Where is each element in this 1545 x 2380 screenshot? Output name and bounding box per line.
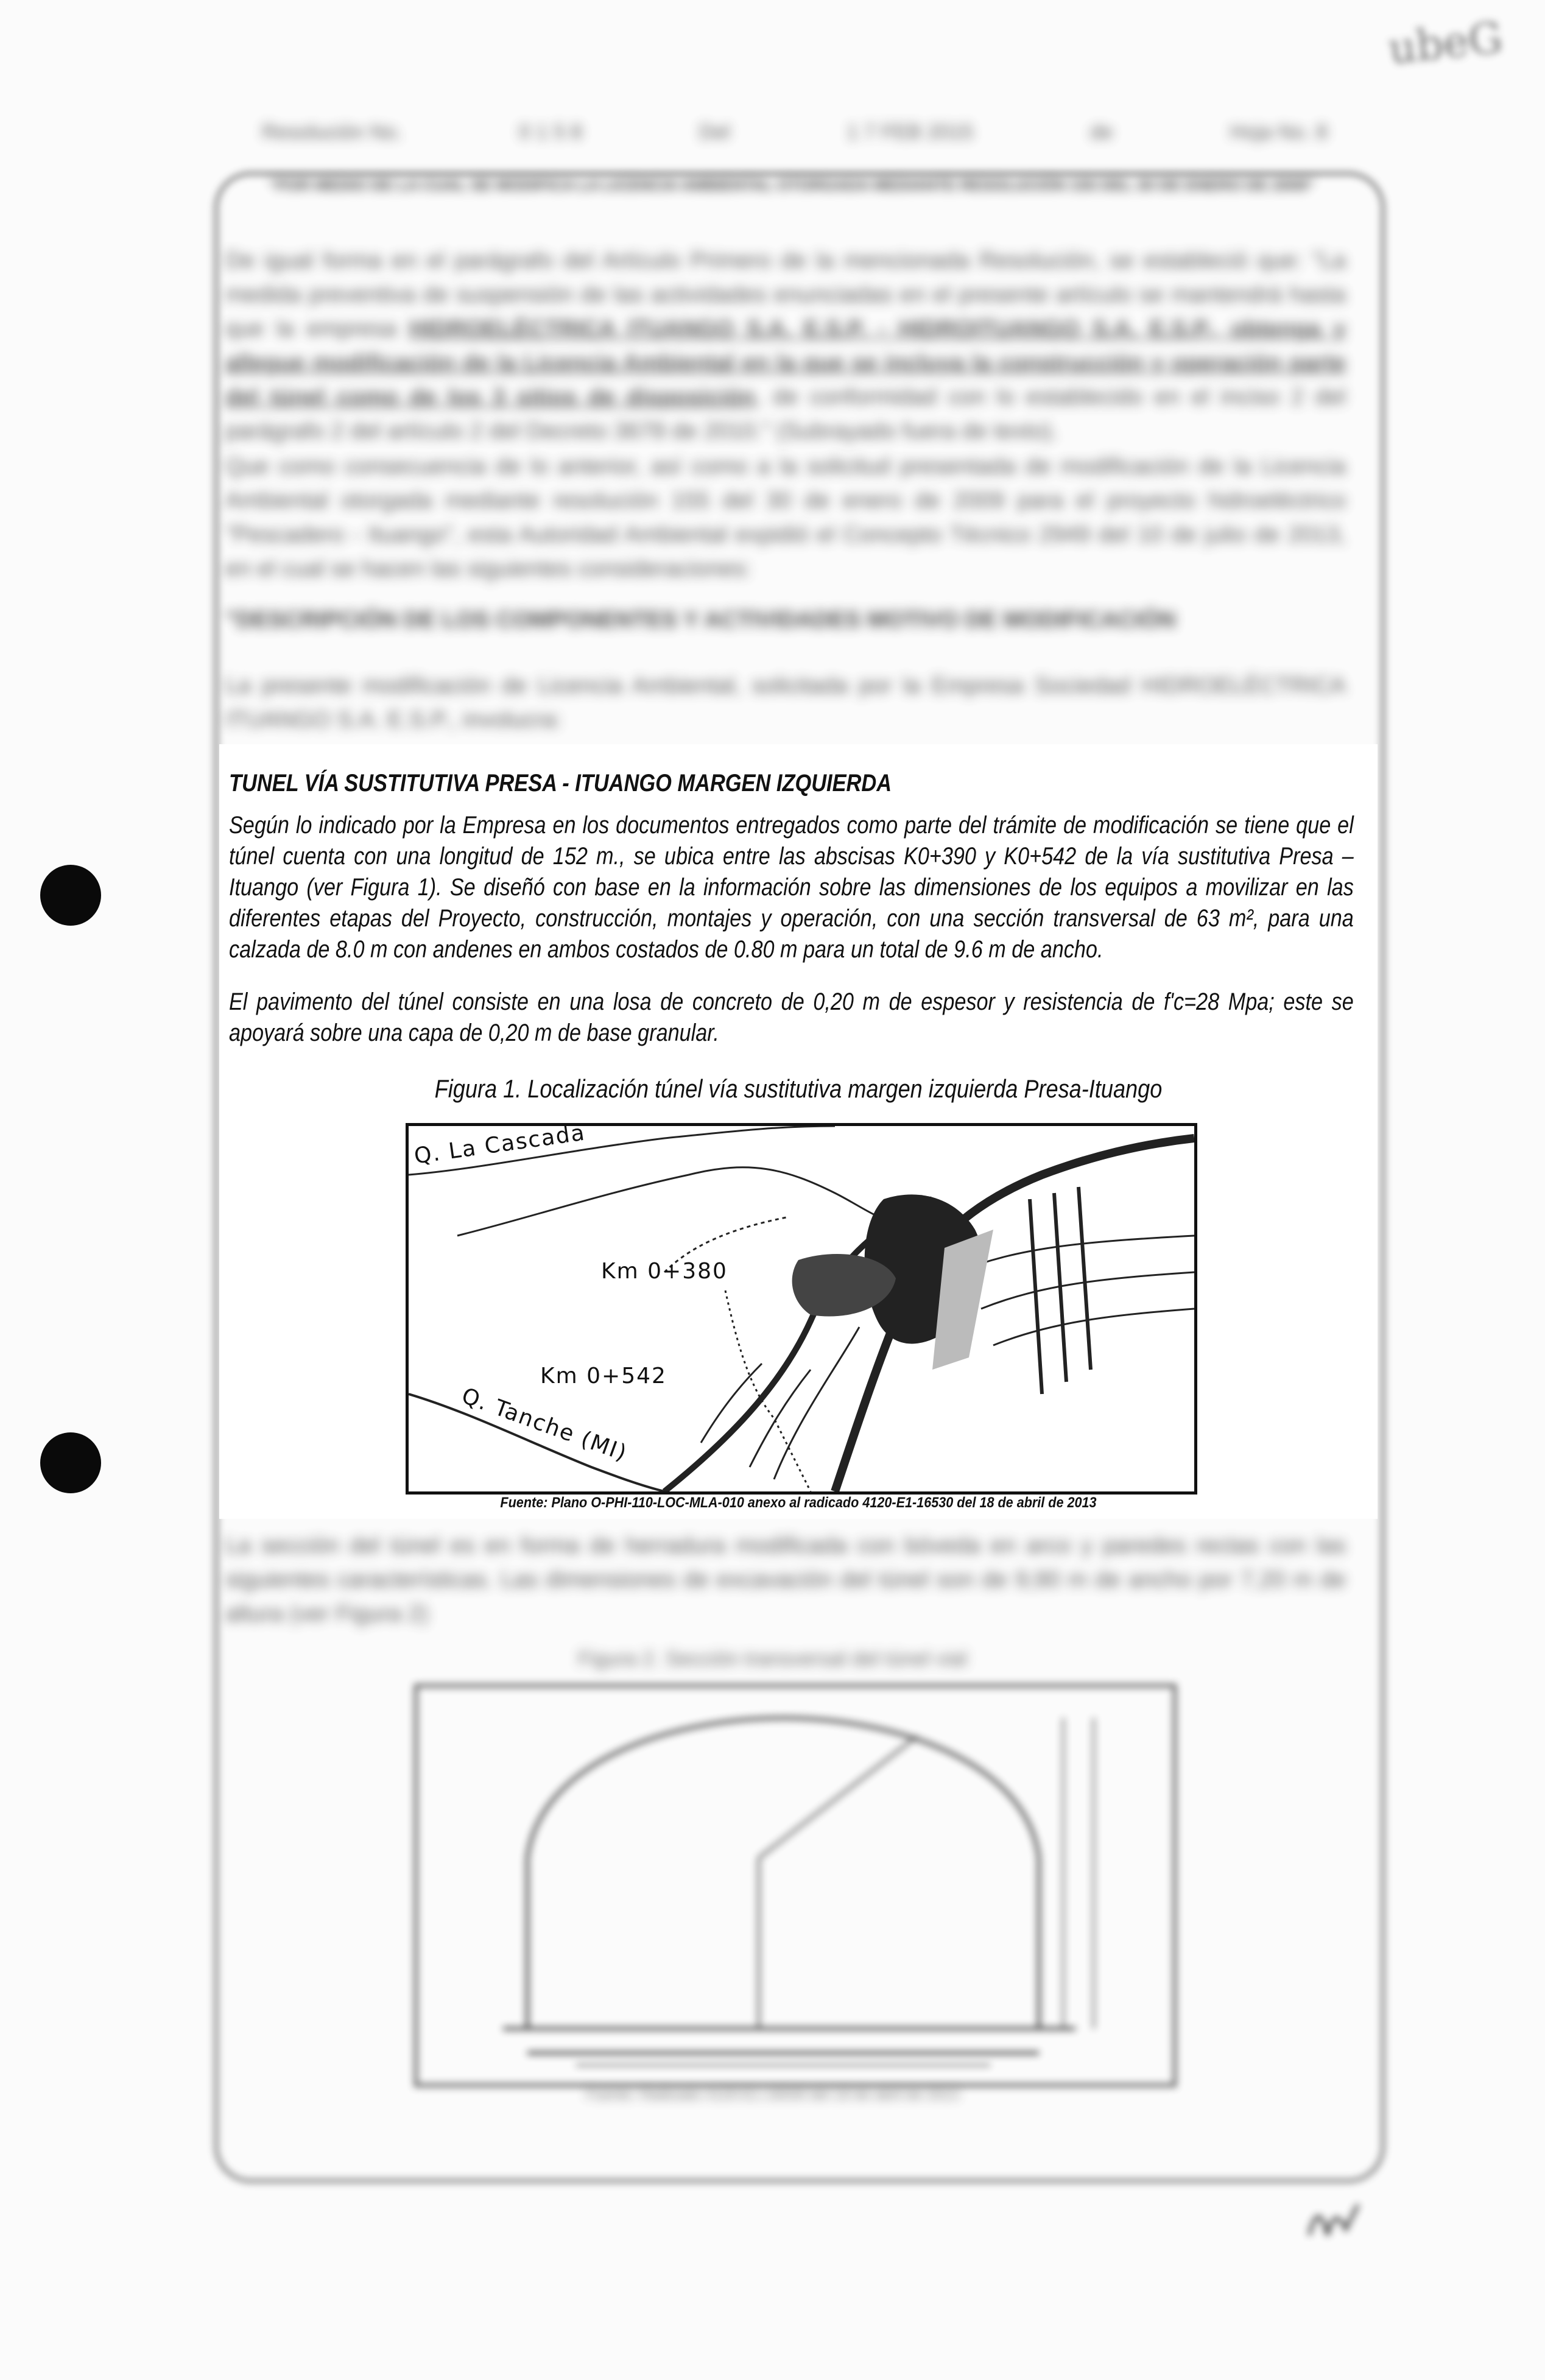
intro-paragraph-1-underlined: HIDROELÉCTRICA ITUANGO S.A. E.S.P. - HIDROITUANGO S.A. E.S.P., obtenga y allegue modificación de la Licencia Ambiental en la que se incluya la construcción y operación parte del túnel como de los 3 sitios de disposición	[225, 316, 1346, 410]
corner-handwritten-mark: ubeG	[1386, 12, 1505, 74]
resolution-date: 1 7 FEB 2015	[846, 121, 974, 144]
punch-hole-top	[40, 865, 101, 926]
insert-paragraph-1: Según lo indicado por la Empresa en los documentos entregados como parte del trámite de modificación se tiene que el túnel cuenta con una longitud de 152 m., se ubica entre las abscisas K0+390 y K0+542 de la vía sustitutiva Presa – Ituango (ver Figura 1). Se diseñó con base en la información sobre las dimensiones de los equipos a movilizar en las diferentes etapas del Proyecto, construcción, montajes y operación, con una sección transversal de 63 m², para una calzada de 8.0 m con andenes en ambos costados de 0.80 m para un total de 9.6 m de ancho.	[229, 812, 1354, 963]
map-contour-3	[957, 1236, 1194, 1272]
label-km-0-542: Km 0+542	[540, 1364, 667, 1389]
label-km-0-380: Km 0+380	[601, 1259, 728, 1284]
intro-paragraph-2: Que como consecuencia de lo anterior, así como a la solicitud presentada de modificación de la Licencia Ambiental otorgada mediante resolución 155 del 30 de enero de 2009 para el proyecto hidroeléctrico "Pescadero - Ituango", esta Autoridad Ambiental expidió el Concepto Técnico 2949 del 10 de julio de 2013, en el cual se hacen las siguientes consideraciones:	[225, 454, 1346, 582]
insert-paragraph-2: El pavimento del túnel consiste en una losa de concreto de 0,20 m de espesor y resistencia de f'c=28 Mpa; este se apoyará sobre una capa de 0,20 m de base granular.	[229, 988, 1354, 1046]
figure-1-source: Fuente: Plano O-PHI-110-LOC-MLA-010 anexo al radicado 4120-E1-16530 del 18 de abril de 2013	[500, 1495, 1097, 1511]
intro-paragraph-1	[225, 244, 1346, 448]
intro-paragraph-1a: De igual forma en el parágrafo del Artículo Primero de la mencionada Resolución, se estableció que: "La medida preventiva de suspensión de las actividades enunciadas en el presente artículo se mantendrá hasta que la empresa	[225, 248, 1346, 342]
handwritten-signature	[1303, 2199, 1376, 2247]
map-contour-1	[457, 1167, 932, 1236]
label-tanche: Q. Tanche (MI)	[458, 1383, 631, 1466]
map-structure-line-3	[1079, 1187, 1091, 1370]
figure-1-caption: Figura 1. Localización túnel vía sustitutiva margen izquierda Presa-Ituango	[434, 1074, 1163, 1103]
map-stream-2	[750, 1370, 811, 1467]
resolution-label: Resolución No.	[262, 121, 403, 144]
de-label: de	[1089, 121, 1113, 144]
resolution-number: 0 1 5 8	[519, 121, 583, 144]
intro-paragraph-1c: , de conformidad con lo establecido en el inciso 2 del parágrafo 2 del artículo 2 del Decreto 3678 de 2010." (Subrayado fuera de texto).	[225, 384, 1346, 444]
tunnel-location-map	[406, 1120, 1197, 1495]
page-header	[262, 121, 1328, 144]
section-paragraph: La sección del túnel es en forma de herradura modificada con bóveda en arco y paredes rectas con las siguientes características. Las dimensiones de excavación del túnel son de 9,90 m de ancho por 7,20 m de altura (ver Figura 2)	[225, 1533, 1346, 1627]
label-la-cascada: Q. La Cascada	[412, 1120, 587, 1169]
figure-2-source: Fuente: Radicado 4120-E1-16530 del 18 de abril de 2013	[586, 2086, 959, 2102]
section-heading: "DESCRIPCIÓN DE LOS COMPONENTES Y ACTIVIDADES MOTIVO DE MODIFICACIÓN	[225, 607, 1176, 633]
insert-title: TUNEL VÍA SUSTITUTIVA PRESA - ITUANGO MARGEN IZQUIERDA	[229, 770, 892, 797]
tunnel-cross-section-figure	[414, 1684, 1177, 2087]
cross-section-drawing	[418, 1688, 1173, 2083]
tunnel-arch	[527, 1718, 1039, 2029]
page-number: Hoja No. 8	[1230, 121, 1328, 144]
resolution-banner: "POR MEDIO DE LA CUAL SE MODIFICA LA LICENCIA AMBIENTAL OTORGADA MEDIANTE RESOLUCIÓN 155 DEL 30 DE ENERO DE 2009"	[268, 175, 1315, 194]
arch-radius-line	[759, 1736, 917, 1858]
of-label: Del	[699, 121, 730, 144]
intro-paragraph-3: La presente modificación de Licencia Ambiental, solicitada por la Empresa Sociedad HIDROELÉCTRICA ITUANGO S.A. E.S.P., involucra:	[225, 673, 1346, 733]
map-drawing	[409, 1126, 1194, 1491]
map-structure-line-1	[1030, 1199, 1042, 1394]
tunnel-description-insert	[219, 744, 1378, 1519]
map-contour-5	[993, 1309, 1194, 1345]
punch-hole-bottom	[40, 1432, 101, 1493]
figure-2-caption: Figura 2. Sección transversal del túnel vial	[578, 1647, 967, 1671]
